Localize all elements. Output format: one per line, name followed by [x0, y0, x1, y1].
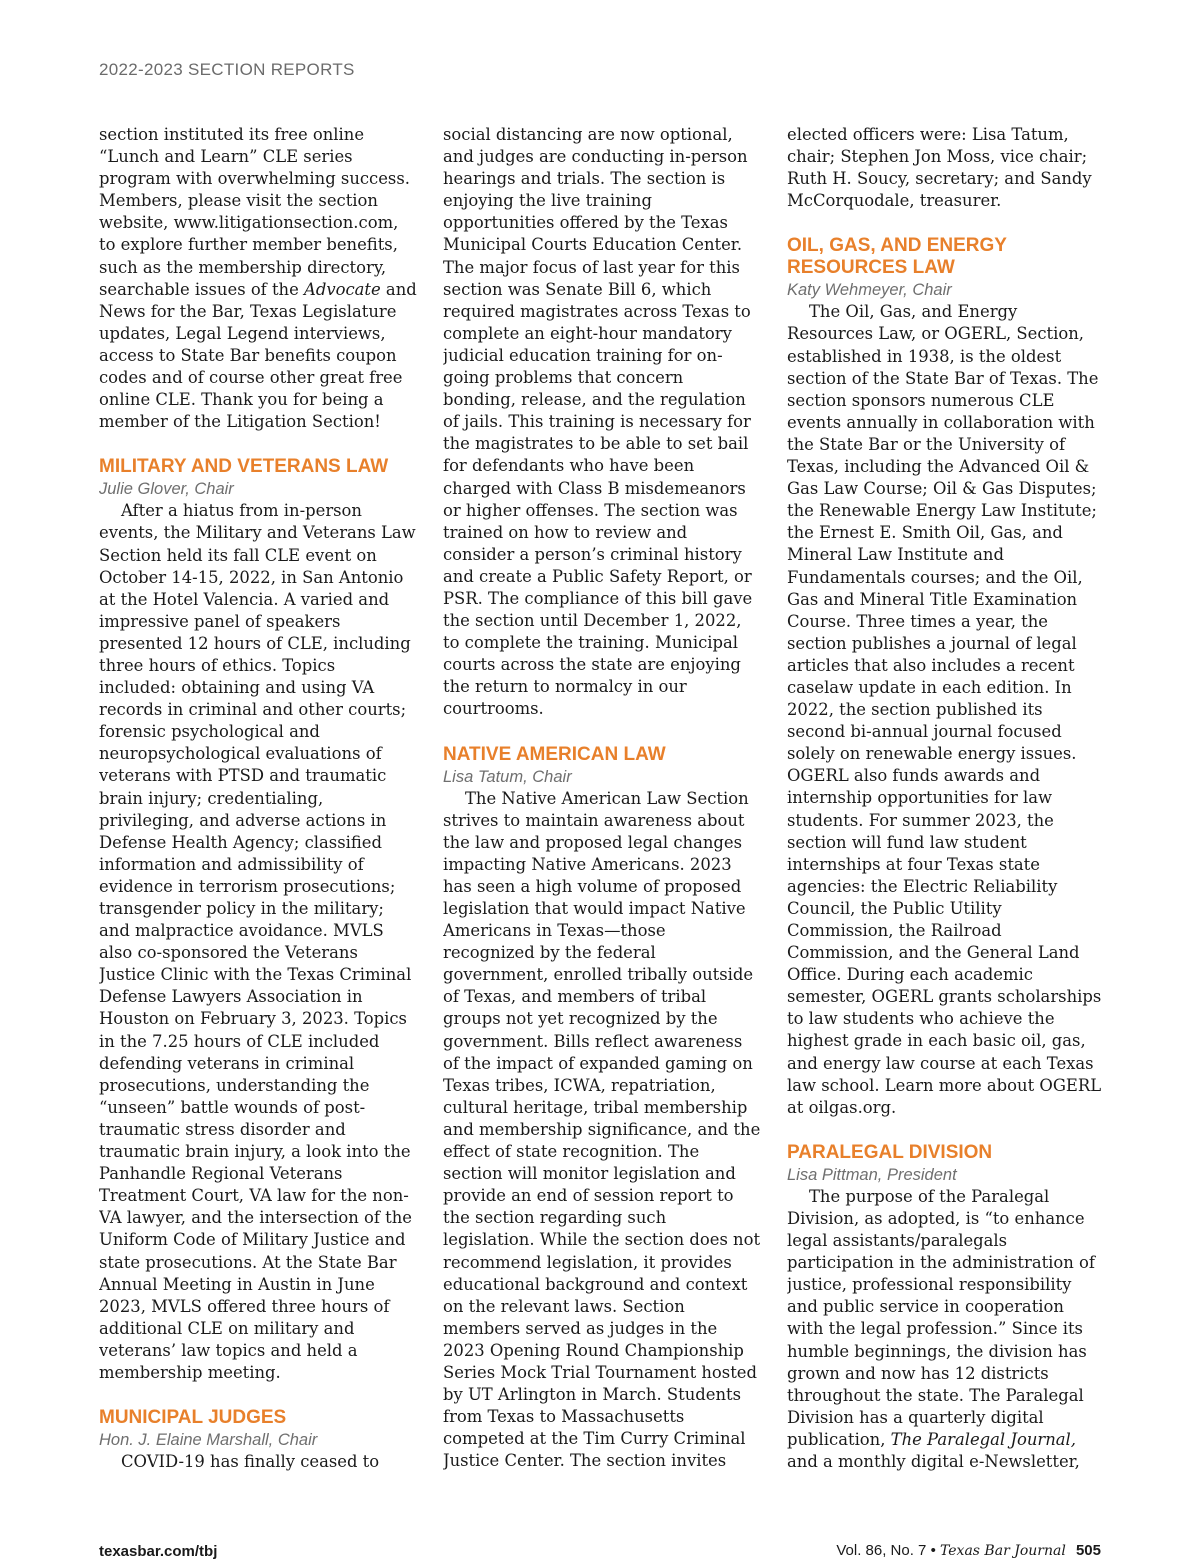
running-head: 2022-2023 SECTION REPORTS — [99, 60, 355, 79]
section-heading: PARALEGAL DIVISION — [787, 1141, 993, 1163]
section-municipal-judges — [99, 1407, 417, 1474]
volume-issue: Vol. 86, No. 7 — [836, 1542, 927, 1559]
page-number: 505 — [1075, 1542, 1101, 1559]
column-2 — [443, 124, 761, 1474]
advocate-title: Advocate — [304, 279, 381, 299]
journal-name: Texas Bar Journal — [940, 1543, 1066, 1559]
section-heading: OIL, GAS, AND ENERGY RESOURCES LAW — [787, 235, 1007, 279]
section-body: After a hiatus from in-person events, the Military and Veterans Law Section held its fall CLE event on October 14-15, 2022, in San Antonio at the Hotel Valencia. A varied and impressive panel of speakers presented 12 hours of CLE, including three hours of ethics. Topics included: obtaining and using VA records in criminal and other courts; forensic psychological and neuropsychological evaluations of veterans with PTSD and traumatic brain injury; credentialing, privileging, and adverse actions in Defense Health Agency; classified information and admissibility of evidence in terrorism prosecutions; transgender policy in the military; and malpractice avoidance. MVLS also co-sponsored the Veterans Justice Clinic with the Texas Criminal Defense Lawyers Association in Houston on February 3, 2023. Topics in the 7.25 hours of CLE included defending veterans in criminal prosecutions, understanding the “unseen” battle wounds of post-traumatic stress disorder and traumatic brain injury, a look into the Panhandle Regional Veterans Treatment Court, VA law for the non-VA lawyer, and the intersection of the Uniform Code of Military Justice and state prosecutions. At the State Bar Annual Meeting in Austin in June 2023, MVLS offered three hours of additional CLE on military and veterans’ law topics and held a membership meeting. — [99, 501, 416, 1382]
section-paralegal-division — [787, 1142, 1105, 1474]
section-body: COVID-19 has finally ceased to — [121, 1452, 380, 1472]
footer-folio — [836, 1542, 1101, 1559]
section-heading: MILITARY AND VETERANS LAW — [99, 456, 389, 478]
section-body: The purpose of the Paralegal Division, as adopted, is “to enhance legal assistants/paralegals participation in the administration of justice, professional responsibility and public service in cooperation with the legal profession.” Since its humble beginnings, the division has grown and now has 12 districts throughout the state. The Paralegal Division has a quarterly digital publication, The Paralegal Journal, and a monthly digital e-Newsletter, — [787, 1186, 1095, 1471]
section-military-veterans-law — [99, 456, 417, 1384]
section-heading: NATIVE AMERICAN LAW — [443, 743, 666, 765]
paralegal-journal-title: The Paralegal Journal, — [890, 1429, 1076, 1449]
column-1 — [99, 124, 417, 1474]
column-3 — [787, 124, 1105, 1474]
section-body: The Native American Law Section strives to maintain awareness about the law and proposed legal changes impacting Native Americans. 2023 has seen a high volume of proposed legislation that would impact Native Americans in Texas—those recognized by the federal government, enrolled tribally outside of Texas, and members of tribal groups not yet recognized by the government. Bills reflect awareness of the impact of expanded gaming on Texas tribes, ICWA, repatriation, cultural heritage, tribal membership and membership significance, and the effect of state recognition. The section will monitor legislation and provide an end of session report to the section regarding such legislation. While the section does not recommend legislation, it provides educational background and context on the relevant laws. Section members served as judges in the 2023 Opening Round Championship Series Mock Trial Tournament hosted by UT Arlington in March. Students from Texas to Massachusetts competed at the Tim Curry Criminal Justice Center. The section invites — [443, 788, 761, 1471]
bullet-separator: • — [930, 1542, 936, 1559]
municipal-continued-paragraph: social distancing are now optional, and judges are conducting in-person hearings and trials. The section is enjoying the live training opportunities offered by the Texas Municipal Courts Education Center. The major focus of last year for this section was Senate Bill 6, which required magistrates across Texas to complete an eight-hour mandatory judicial education training for on-going problems that concern bonding, release, and the regulation of jails. This training is necessary for the magistrates to be able to set bail for defendants who have been charged with Class B misdemeanors or higher offenses. The section was trained on how to review and consider a person’s criminal history and create a Public Safety Report, or PSR. The compliance of this bill gave the section until December 1, 2022, to complete the training. Municipal courts across the state are enjoying the return to normalcy in our courtrooms. — [443, 125, 753, 719]
litigation-continued-paragraph: section instituted its free online “Lunch and Learn” CLE series program with overwhelming success. Members, please visit the section website, www.litigationsection.com, to explore further member benefits, such as the membership directory, searchable issues of the Advocate and News for the Bar, Texas Legislature updates, Legal Legend interviews, access to State Bar benefits coupon codes and of course other great free online CLE. Thank you for being a member of the Litigation Section! — [99, 125, 417, 432]
section-native-american-law — [443, 744, 761, 1474]
native-continued-paragraph: elected officers were: Lisa Tatum, chair; Stephen Jon Moss, vice chair; Ruth H. Soucy, secretary; and Sandy McCorquodale, treasurer. — [787, 125, 1092, 211]
footer-url-link[interactable]: texasbar.com/tbj — [99, 1543, 218, 1560]
section-chair: Julie Glover, Chair — [99, 480, 234, 499]
section-chair: Lisa Tatum, Chair — [443, 767, 572, 786]
section-chair: Katy Wehmeyer, Chair — [787, 281, 952, 300]
section-body: The Oil, Gas, and Energy Resources Law, or OGERL, Section, established in 1938, is the oldest section of the State Bar of Texas. The section sponsors numerous CLE events annually in collaboration with the State Bar or the University of Texas, including the Advanced Oil & Gas Law Course; Oil & Gas Disputes; the Renewable Energy Law Institute; the Ernest E. Smith Oil, Gas, and Mineral Law Institute and Fundamentals courses; and the Oil, Gas and Mineral Title Examination Course. Three times a year, the section publishes a journal of legal articles that also includes a recent caselaw update in each edition. In 2022, the section published its second bi-annual journal focused solely on renewable energy issues. OGERL also funds awards and internship opportunities for law students. For summer 2023, the section will fund law student internships at four Texas state agencies: the Electric Reliability Council, the Public Utility Commission, the Railroad Commission, and the General Land Office. During each academic semester, OGERL grants scholarships to law students who achieve the highest grade in each basic oil, gas, and energy law course at each Texas law school. Learn more about OGERL at oilgas.org. — [787, 302, 1102, 1117]
section-chair: Hon. J. Elaine Marshall, Chair — [99, 1431, 318, 1450]
section-chair: Lisa Pittman, President — [787, 1165, 957, 1184]
section-heading: MUNICIPAL JUDGES — [99, 1407, 287, 1429]
section-oil-gas-energy-law — [787, 235, 1105, 1118]
